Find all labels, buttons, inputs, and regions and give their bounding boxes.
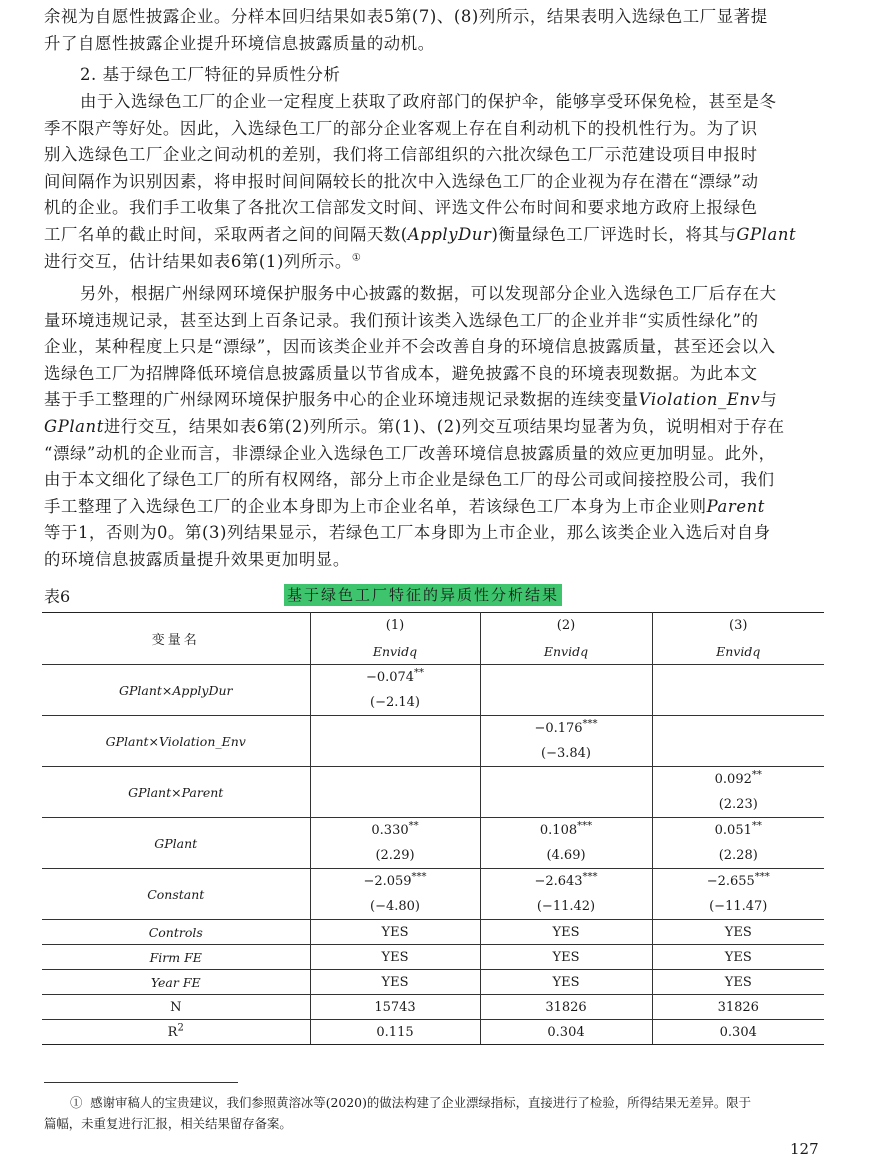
row-label: Year FE <box>42 970 310 995</box>
cell: YES <box>652 970 824 995</box>
cell: YES <box>480 970 652 995</box>
cell: YES <box>310 970 480 995</box>
cell: −2.655*** (−11.47) <box>652 869 824 920</box>
text-line: 由于本文细化了绿色工厂的所有权网络，部分上市企业是绿色工厂的母公司或间接控股公司，我们 <box>44 470 775 490</box>
text-line: 机的企业。我们手工收集了各批次工信部发文时间、评选文件公布时间和要求地方政府上报绿色 <box>44 198 758 218</box>
text-line: 等于1，否则为0。第(3)列结果显示，若绿色工厂本身即为上市企业，那么该类企业入选后对自身 <box>44 523 771 543</box>
row-label: GPlant×Parent <box>42 767 310 818</box>
table-row <box>42 716 824 767</box>
cell: −2.059*** (−4.80) <box>310 869 480 920</box>
text-line: 的环境信息披露质量提升效果更加明显。 <box>44 549 350 569</box>
dep-var: Envidq <box>480 639 652 665</box>
cell: 0.115 <box>310 1020 480 1045</box>
col-num: (1) <box>310 613 480 639</box>
text-line: 余视为自愿性披露企业。分样本回归结果如表5第(7)、(8)列所示，结果表明入选绿色工厂显著提 <box>44 7 768 26</box>
row-label: GPlant×ApplyDur <box>42 665 310 716</box>
text-line: 基于手工整理的广州绿网环境保护服务中心的企业环境违规记录数据的连续变量Violation_Env与 <box>44 390 778 410</box>
text-line: 别入选绿色工厂企业之间动机的差别，我们将工信部组织的六批次绿色工厂示范建设项目申报时 <box>44 145 758 165</box>
text-line: GPlant进行交互，结果如表6第(2)列所示。第(1)、(2)列交互项结果均显著为负，说明相对于存在 <box>44 416 785 436</box>
cell: YES <box>652 920 824 945</box>
footnote-ref[interactable]: ① <box>351 252 362 264</box>
table-title: 基于绿色工厂特征的异质性分析结果 <box>284 584 562 606</box>
text-line: 季不限产等好处。因此，入选绿色工厂的部分企业客观上存在自利动机下的投机性行为。为了识 <box>44 118 758 138</box>
table-row <box>42 920 824 945</box>
text-line: 量环境违规记录，甚至达到上百条记录。我们预计该类入选绿色工厂的企业并非“实质性绿化”的 <box>44 310 759 330</box>
paragraph-2 <box>44 89 830 275</box>
paragraph-3 <box>44 281 830 574</box>
table-row <box>42 970 824 995</box>
cell: YES <box>310 945 480 970</box>
row-label: GPlant <box>42 818 310 869</box>
table-row <box>42 869 824 920</box>
row-label: GPlant×Violation_Env <box>42 716 310 767</box>
footnote-line: 篇幅，未重复进行汇报，相关结果留存备案。 <box>44 1116 292 1131</box>
footnote-line: ① 感谢审稿人的宝贵建议，我们参照黄溶冰等(2020)的做法构建了企业漂绿指标，直接进行了检验，所得结果无差异。限于 <box>70 1095 752 1110</box>
col-num: (2) <box>480 613 652 639</box>
text-line: 间间隔作为识别因素，将申报时间间隔较长的批次中入选绿色工厂的企业视为存在潜在“漂绿”动 <box>44 171 759 191</box>
cell <box>480 665 652 716</box>
cell: 31826 <box>652 995 824 1020</box>
cell: YES <box>480 920 652 945</box>
cell: −2.643*** (−11.42) <box>480 869 652 920</box>
text-line: 工厂名单的截止时间，采取两者之间的间隔天数(ApplyDur)衡量绿色工厂评选时长，将其与GPlant <box>44 224 797 244</box>
text-line: 选绿色工厂为招牌降低环境信息披露质量以节省成本，避免披露不良的环境表现数据。为此本文 <box>44 363 758 383</box>
row-label: Firm FE <box>42 945 310 970</box>
cell <box>480 767 652 818</box>
cell: 0.330** (2.29) <box>310 818 480 869</box>
cell: −0.074** (−2.14) <box>310 665 480 716</box>
row-label: N <box>42 995 310 1020</box>
cell: 0.108*** (4.69) <box>480 818 652 869</box>
cell <box>310 767 480 818</box>
text-line: 进行交互，估计结果如表6第(1)列所示。① <box>44 251 362 271</box>
row-label: $R^2$ <box>42 1020 310 1045</box>
cell: 0.051** (2.28) <box>652 818 824 869</box>
cell: 0.092** (2.23) <box>652 767 824 818</box>
header-row <box>42 613 824 639</box>
text-line: 另外，根据广州绿网环境保护服务中心披露的数据，可以发现部分企业入选绿色工厂后存在大 <box>80 284 777 303</box>
cell: 0.304 <box>652 1020 824 1045</box>
text-line: 升了自愿性披露企业提升环境信息披露质量的动机。 <box>44 33 435 53</box>
row-label: Constant <box>42 869 310 920</box>
table-row <box>42 818 824 869</box>
text-line: 企业，某种程度上只是“漂绿”，因而该类企业并不会改善自身的环境信息披露质量，甚至还会以入 <box>44 337 776 357</box>
cell: −0.176*** (−3.84) <box>480 716 652 767</box>
row-label: Controls <box>42 920 310 945</box>
paragraph-1 <box>44 4 830 57</box>
cell <box>652 665 824 716</box>
dep-var: Envidq <box>310 639 480 665</box>
table-row <box>42 995 824 1020</box>
dep-var: Envidq <box>652 639 824 665</box>
table-row <box>42 945 824 970</box>
table-row <box>42 767 824 818</box>
text-line: 由于入选绿色工厂的企业一定程度上获取了政府部门的保护伞，能够享受环保免检，甚至是冬 <box>80 92 777 111</box>
cell <box>310 716 480 767</box>
table-row <box>42 665 824 716</box>
cell: YES <box>310 920 480 945</box>
cell: 31826 <box>480 995 652 1020</box>
col-num: (3) <box>652 613 824 639</box>
cell: 15743 <box>310 995 480 1020</box>
footnote-divider <box>44 1082 238 1083</box>
text-line: 手工整理了入选绿色工厂的企业本身即为上市企业名单，若该绿色工厂本身为上市企业则Parent <box>44 496 765 516</box>
table-label: 表6 <box>44 587 71 606</box>
cell <box>652 716 824 767</box>
footnote <box>44 1092 830 1134</box>
page-number: 127 <box>790 1140 819 1158</box>
text-line: “漂绿”动机的企业而言，非漂绿企业入选绿色工厂改善环境信息披露质量的效应更加明显。此外， <box>44 443 776 463</box>
header-var-name: 变量名 <box>42 613 310 665</box>
cell: YES <box>480 945 652 970</box>
results-table <box>42 612 824 1045</box>
cell: YES <box>652 945 824 970</box>
section-heading: 2. 基于绿色工厂特征的异质性分析 <box>80 65 341 84</box>
cell: 0.304 <box>480 1020 652 1045</box>
table-row <box>42 1020 824 1045</box>
